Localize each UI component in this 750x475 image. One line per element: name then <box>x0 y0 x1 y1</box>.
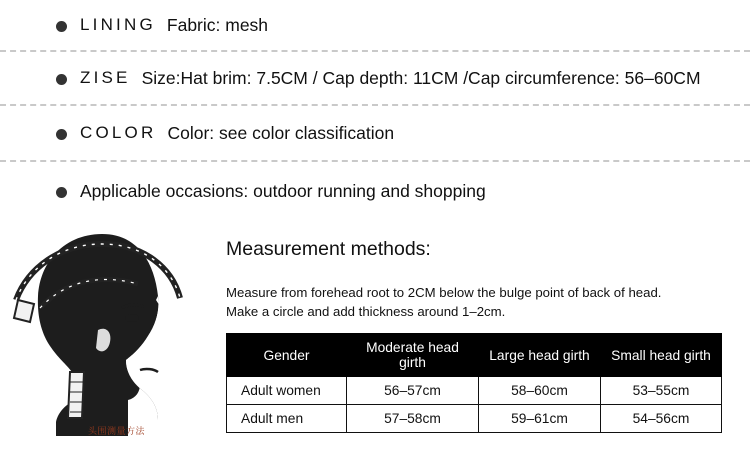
spec-text: Applicable occasions: outdoor running and shopping <box>80 180 486 201</box>
bullet-icon <box>56 187 67 198</box>
head-measurement-diagram <box>6 222 214 452</box>
spec-row <box>0 0 750 50</box>
spec-list <box>0 0 750 220</box>
measurement-description-line2: Make a circle and add thickness around 1–2cm. <box>226 304 506 320</box>
table-row <box>227 377 722 405</box>
table-cell: 54–56cm <box>601 405 722 433</box>
table-row <box>227 405 722 433</box>
figure-caption: 头围测量方法 <box>88 426 146 436</box>
spec-tag: LINING <box>80 15 156 34</box>
spec-text: Size:Hat brim: 7.5CM / Cap depth: 11CM /Cap circumference: 56–60CM <box>141 67 701 88</box>
spec-row <box>0 106 750 160</box>
table-cell: 59–61cm <box>479 405 601 433</box>
measurement-title: Measurement methods: <box>226 238 431 260</box>
bullet-icon <box>56 74 67 85</box>
spec-tag: COLOR <box>80 123 157 142</box>
table-cell: 53–55cm <box>601 377 722 405</box>
spec-row <box>0 162 750 220</box>
table-header-cell: Moderate head girth <box>347 334 479 377</box>
table-cell: 57–58cm <box>347 405 479 433</box>
bullet-icon <box>56 129 67 140</box>
table-cell: 58–60cm <box>479 377 601 405</box>
spec-text: Color: see color classification <box>167 122 395 143</box>
table-header-cell: Large head girth <box>479 334 601 377</box>
measurement-panel <box>226 238 736 433</box>
spec-text: Fabric: mesh <box>166 14 269 35</box>
size-table <box>226 333 722 433</box>
spec-tag: ZISE <box>80 68 131 87</box>
measurement-section <box>0 220 750 461</box>
table-header-cell: Small head girth <box>601 334 722 377</box>
measurement-description <box>226 283 736 321</box>
table-cell: 56–57cm <box>347 377 479 405</box>
bullet-icon <box>56 21 67 32</box>
measurement-description-line1: Measure from forehead root to 2CM below the bulge point of back of head. <box>226 285 662 300</box>
table-cell-gender: Adult women <box>227 377 347 405</box>
table-cell-gender: Adult men <box>227 405 347 433</box>
spec-row <box>0 52 750 104</box>
table-header-cell: Gender <box>227 334 347 377</box>
table-header-row <box>227 334 722 377</box>
